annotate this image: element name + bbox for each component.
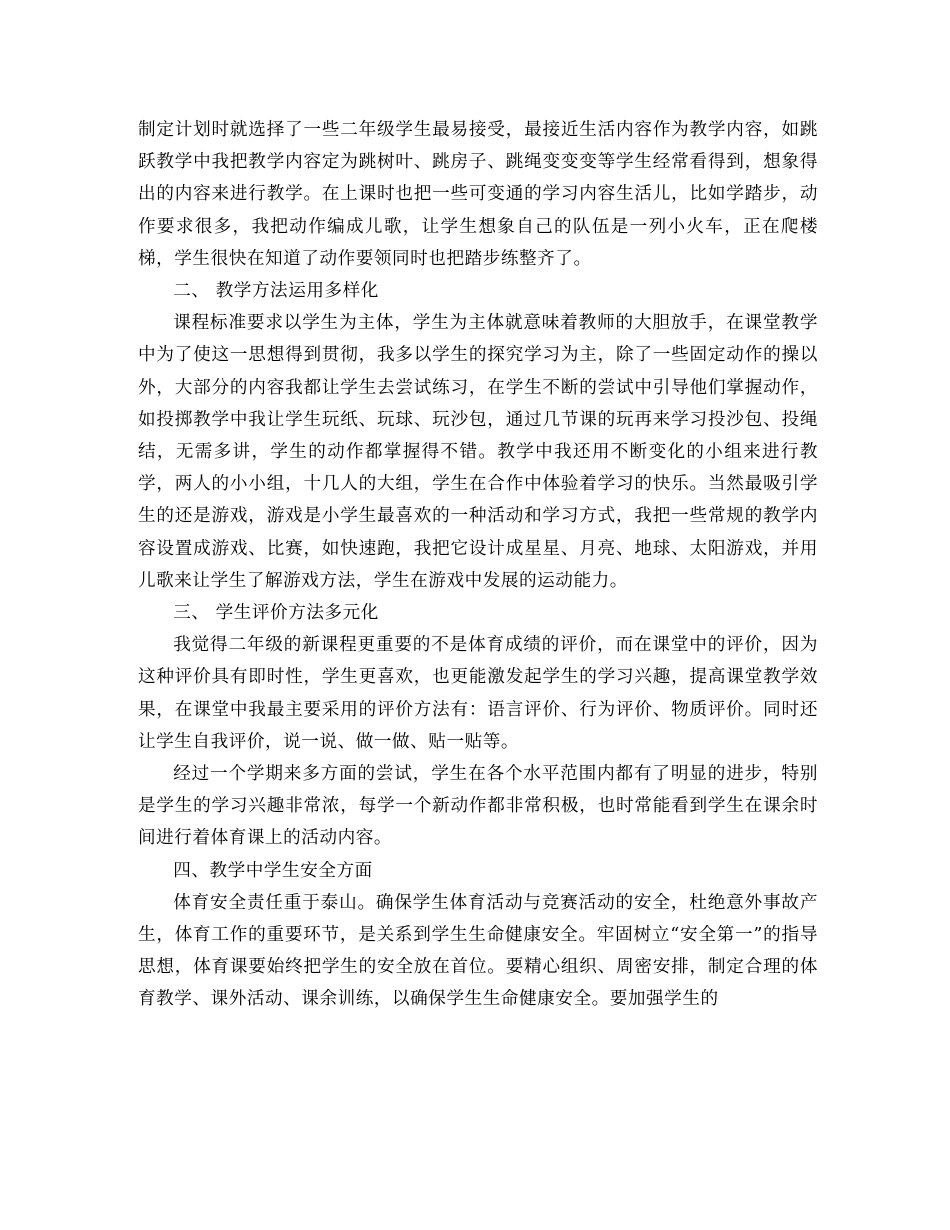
paragraph-progress: 经过一个学期来多方面的尝试，学生在各个水平范围内都有了明显的进步，特别是学生的学习兴趣非常浓，每学一个新动作都非常积极，也时常能看到学生在课余时间进行着体育课上的活动内容。 [138, 764, 818, 849]
section-heading-evaluation: 三、 学生评价方法多元化 [173, 603, 379, 624]
paragraph-continuation: 制定计划时就选择了一些二年级学生最易接受，最接近生活内容作为教学内容，如跳跃教学中我把教学内容定为跳树叶、跳房子、跳绳变变变等学生经常看得到，想象得出的内容来进行教学。在上课时也把一些可变通的学习内容生活儿，比如学踏步，动作要求很多，我把动作编成儿歌，让学生想象自己的队伍是一列小火车，正在爬楼梯，学生很快在知道了动作要领同时也把踏步练整齐了。 [138, 120, 818, 269]
paragraph-evaluation: 我觉得二年级的新课程更重要的不是体育成绩的评价，而在课堂中的评价，因为这种评价具有即时性，学生更喜欢，也更能激发起学生的学习兴趣，提高课堂教学效果，在课堂中我最主要采用的评价方法有：语言评价、行为评价、物质评价。同时还让学生自我评价，说一说、做一做、贴一贴等。 [138, 635, 818, 752]
section-heading-teaching-methods: 二、 教学方法运用多样化 [173, 281, 379, 302]
section-heading-safety: 四、教学中学生安全方面 [173, 860, 373, 881]
document-body [138, 114, 818, 1016]
paragraph-safety: 体育安全责任重于泰山。确保学生体育活动与竞赛活动的安全，杜绝意外事故产生，体育工作的重要环节，是关系到学生生命健康安全。牢固树立“安全第一”的指导思想，体育课要始终把学生的安全放在首位。要精心组织、周密安排，制定合理的体育教学、课外活动、课余训练，以确保学生生命健康安全。要加强学生的 [138, 892, 818, 1010]
paragraph-teaching-methods: 课程标准要求以学生为主体，学生为主体就意味着教师的大胆放手，在课堂教学中为了使这一思想得到贯彻，我多以学生的探究学习为主，除了一些固定动作的操以外，大部分的内容我都让学生去尝试练习，在学生不断的尝试中引导他们掌握动作，如投掷教学中我让学生玩纸、玩球、玩沙包，通过几节课的玩再来学习投沙包、投绳结，无需多讲，学生的动作都掌握得不错。教学中我还用不断变化的小组来进行教学，两人的小小组，十几人的大组，学生在合作中体验着学习的快乐。当然最吸引学生的还是游戏，游戏是小学生最喜欢的一种活动和学习方式，我把一些常规的教学内容设置成游戏、比赛，如快速跑，我把它设计成星星、月亮、地球、太阳游戏，并用儿歌来让学生了解游戏方法，学生在游戏中发展的运动能力。 [138, 313, 818, 591]
